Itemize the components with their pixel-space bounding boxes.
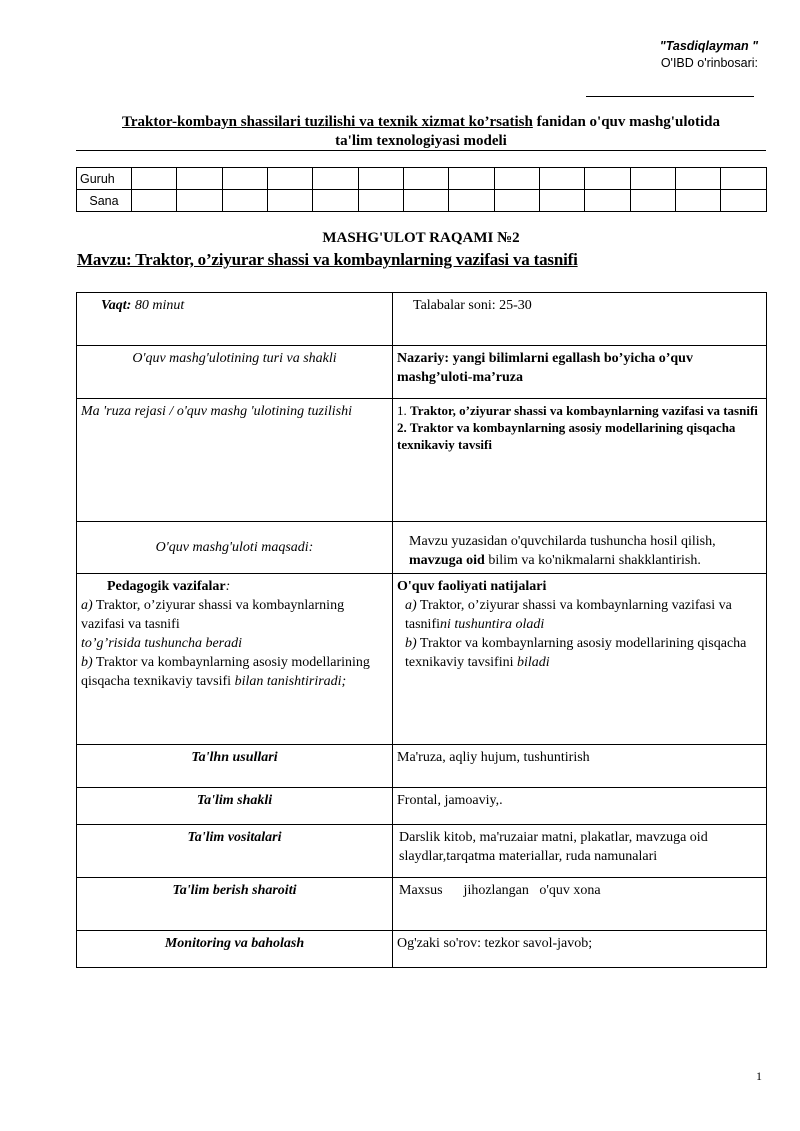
monitoring-label: Monitoring va baholash	[77, 931, 393, 968]
grid-cell	[404, 190, 449, 212]
grid-label-group: Guruh	[77, 168, 132, 190]
type-value: Nazariy: yangi bilimlarni egallash bo’yicha o’quv mashg’uloti-ma’ruza	[393, 346, 767, 399]
pedagogical-tasks	[77, 574, 393, 745]
plan-item-1-text: Traktor, o’ziyurar shassi va kombaynlarning vazifasi va tasnifi	[410, 403, 758, 418]
plan-content	[393, 399, 767, 522]
type-label: O'quv mashg'ulotining turi va shakli	[77, 346, 393, 399]
form-value: Frontal, jamoaviy,.	[393, 788, 767, 825]
learning-outcomes	[393, 574, 767, 745]
res-a-text: Traktor, o’ziyurar shassi va kombaynlarning vazifasi va tasnifi	[405, 598, 732, 632]
conditions-label: Ta'lim berish sharoiti	[77, 878, 393, 931]
goal-value-bold: mavzuga oid	[409, 553, 485, 568]
grid-cell	[449, 190, 494, 212]
approval-title: "Tasdiqlayman "	[659, 39, 758, 53]
plan-item-1-num: 1.	[397, 403, 410, 418]
grid-cell	[585, 168, 630, 190]
res-a-italic: ni tushuntira oladi	[440, 617, 545, 632]
res-a-marker: a)	[405, 598, 417, 613]
tools-value: Darslik kitob, ma'ruzaiar matni, plakatlar, mavzuga oid slaydlar,tarqatma materiallar, ruda namunalari	[393, 825, 767, 878]
ped-b-marker: b)	[81, 655, 93, 670]
monitoring-value: Og'zaki so'rov: tezkor savol-javob;	[393, 931, 767, 968]
grid-cell	[676, 168, 721, 190]
grid-cell	[540, 168, 585, 190]
row-form	[77, 788, 767, 825]
grid-cell	[721, 190, 767, 212]
row-tasks	[77, 574, 767, 745]
title-subject: Traktor-kombayn shassilari tuzilishi va texnik xizmat ko’rsatish	[121, 114, 533, 130]
approval-block	[660, 38, 758, 72]
plan-label: Ma 'ruza rejasi / o'quv mashg 'ulotining tuzilishi	[77, 399, 393, 522]
grid-cell	[177, 168, 222, 190]
ped-b-italic: bilan tanishtiriradi;	[234, 674, 347, 689]
grid-cell	[449, 168, 494, 190]
plan-item-1	[397, 402, 762, 419]
grid-cell	[721, 168, 767, 190]
grid-cell	[585, 190, 630, 212]
grid-cell	[630, 168, 675, 190]
row-time	[77, 293, 767, 346]
goal-value-line1: Mavzu yuzasidan o'quvchilarda tushuncha hosil qilish,	[409, 534, 716, 549]
time-value: 80 minut	[131, 298, 185, 313]
tools-label: Ta'lim vositalari	[77, 825, 393, 878]
title-rest: fanidan o'quv mashg'ulotida	[532, 114, 720, 130]
goal-label: O'quv mashg'uloti maqsadi:	[77, 522, 393, 574]
row-tools	[77, 825, 767, 878]
grid-row-date	[77, 190, 767, 212]
row-monitoring	[77, 931, 767, 968]
goal-value-line2: bilim va ko'nikmalarni shakklantirish.	[484, 553, 701, 568]
grid-cell	[268, 168, 313, 190]
time-cell	[77, 293, 393, 346]
grid-cell	[358, 168, 403, 190]
approval-role: O'IBD o'rinbosari:	[660, 56, 758, 70]
grid-cell	[540, 190, 585, 212]
exercise-number-title: MASHG'ULOT RAQAMI №2	[322, 230, 520, 246]
row-goal	[77, 522, 767, 574]
grid-cell	[177, 190, 222, 212]
grid-cell	[494, 168, 539, 190]
methods-label: Ta'lhn usullari	[77, 745, 393, 788]
grid-row-group	[77, 168, 767, 190]
row-conditions	[77, 878, 767, 931]
grid-cell	[404, 168, 449, 190]
methods-value: Ma'ruza, aqliy hujum, tushuntirish	[393, 745, 767, 788]
res-b-text: Traktor va kombaynlarning asosiy modellarining qisqacha texnikaviy tavsifini	[405, 636, 747, 670]
title-rule	[76, 150, 766, 151]
grid-label-date: Sana	[77, 190, 132, 212]
ped-a-marker: a)	[81, 598, 93, 613]
res-b-italic: biladi	[516, 655, 550, 670]
grid-cell	[268, 190, 313, 212]
ped-title: Pedagogik vazifalar	[107, 579, 226, 594]
document-title	[76, 113, 766, 151]
grid-cell	[313, 190, 358, 212]
grid-cell	[313, 168, 358, 190]
goal-value	[393, 522, 767, 574]
ped-a-italic: to’g’risida tushuncha beradi	[81, 636, 242, 651]
plan-item-2: 2. Traktor va kombaynlarning asosiy modellarining qisqacha texnikaviy tavsifi	[397, 420, 736, 452]
grid-cell	[222, 190, 267, 212]
grid-cell	[494, 190, 539, 212]
signature-line	[586, 96, 754, 97]
grid-cell	[132, 190, 177, 212]
res-title: O'quv faoliyati natijalari	[397, 579, 547, 594]
title-line2: ta'lim texnologiyasi modeli	[335, 133, 507, 149]
res-b-marker: b)	[405, 636, 417, 651]
topic-title: Mavzu: Traktor, o’ziyurar shassi va kombaynlarning vazifasi va tasnifi	[77, 250, 578, 269]
grid-cell	[676, 190, 721, 212]
page-number: 1	[756, 1069, 762, 1083]
row-methods	[77, 745, 767, 788]
ped-b-text: Traktor va kombaynlarning asosiy modellarining qisqacha texnikaviy tavsifi	[81, 655, 370, 689]
grid-cell	[358, 190, 403, 212]
time-label: Vaqt:	[101, 298, 132, 313]
grid-cell	[222, 168, 267, 190]
ped-colon: :	[225, 579, 231, 594]
conditions-value: Maxsus jihozlangan o'quv xona	[393, 878, 767, 931]
group-date-grid	[76, 167, 767, 212]
students-count: Talabalar soni: 25-30	[393, 293, 767, 346]
lesson-plan-table	[76, 292, 767, 968]
grid-cell	[630, 190, 675, 212]
grid-cell	[132, 168, 177, 190]
row-type	[77, 346, 767, 399]
form-label: Ta'lim shakli	[77, 788, 393, 825]
row-plan	[77, 399, 767, 522]
ped-a-text: Traktor, o’ziyurar shassi va kombaynlarning vazifasi va tasnifi	[81, 598, 345, 632]
